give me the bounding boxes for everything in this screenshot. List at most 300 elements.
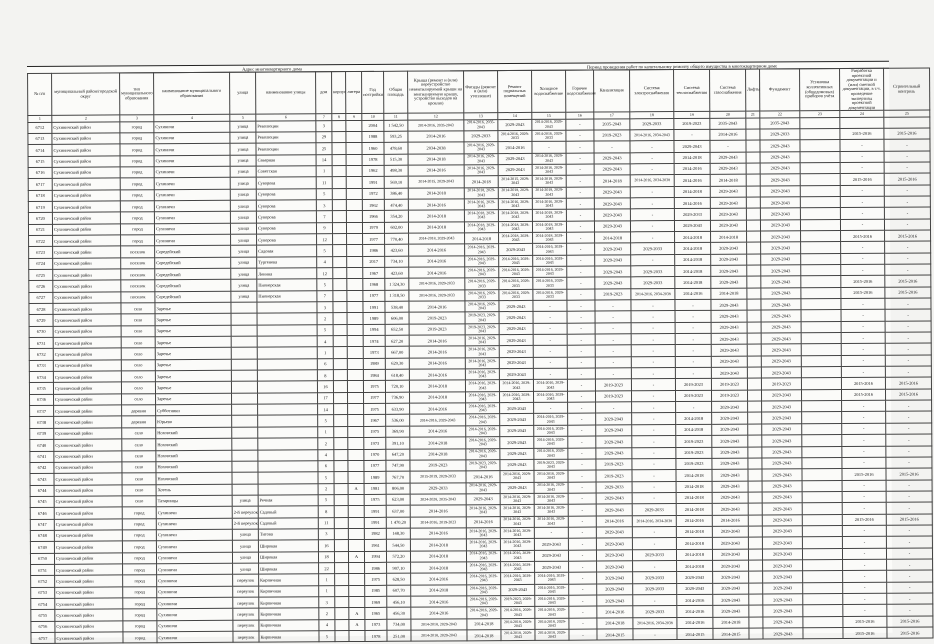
table-cell: 2014-2016 xyxy=(408,165,464,177)
table-cell: - xyxy=(843,559,887,571)
table-cell: село xyxy=(122,394,156,406)
table-cell: 6755 xyxy=(31,610,55,621)
table-cell: 2029-2043 xyxy=(761,265,801,277)
table-cell: 2014-2018, 2029-2043 xyxy=(533,232,567,244)
table-cell: 1986 xyxy=(363,245,385,256)
table-cell: - xyxy=(569,561,597,573)
table-cell: улица xyxy=(230,189,256,201)
table-cell: - xyxy=(676,401,712,413)
table-cell: - xyxy=(842,457,886,469)
table-cell: 2014-2018 xyxy=(676,549,712,561)
table-cell: 2029-2043 xyxy=(762,401,802,413)
table-cell: 2014-2018 xyxy=(675,231,711,243)
table-cell: 2019-2023, 2029-2043 xyxy=(466,459,500,471)
table-cell: 2029-2043 xyxy=(597,595,633,607)
table-cell: улица xyxy=(231,257,257,269)
table-cell: 2-й переулок xyxy=(232,506,258,518)
table-cell: 2014-2016, 2029-2043 xyxy=(501,561,535,573)
table-cell: 2014-2016 xyxy=(498,142,532,154)
table-cell: 12 xyxy=(317,234,333,245)
table-cell: 6750 xyxy=(30,553,54,564)
table-cell: 2014-2016, 2034-2043 xyxy=(630,129,674,141)
table-cell: 2014-2016 xyxy=(712,515,748,527)
table-cell: 2014-2016, 2029-2043 xyxy=(465,244,499,256)
table-cell: - xyxy=(632,538,676,550)
table-cell xyxy=(748,537,762,548)
table-cell: 2014-2018, 2029-2043 xyxy=(535,629,569,641)
table-cell: 2029-2043 xyxy=(500,403,534,415)
table-cell: Садовый xyxy=(258,506,318,518)
table-cell: 2014-2016 xyxy=(410,426,466,438)
table-cell xyxy=(801,355,841,367)
table-cell: 5 xyxy=(317,279,333,290)
table-cell xyxy=(746,118,760,129)
table-cell: 6745 xyxy=(30,496,54,507)
table-cell: 2014-2018 xyxy=(408,187,464,199)
table-cell: - xyxy=(631,322,675,334)
table-cell: 2015-2016 xyxy=(884,173,930,185)
table-cell xyxy=(801,276,841,288)
table-cell: 2014-2016 xyxy=(677,617,713,629)
table-cell: Сухиничский район xyxy=(53,303,121,315)
table-cell: 2014-2018 xyxy=(464,176,498,188)
table-cell: Сухиничский район xyxy=(53,292,121,304)
table-cell: 2014-2016, 2029-2043 xyxy=(466,437,500,449)
table-cell xyxy=(349,630,365,641)
column-header: Разработка проектной документации и (или) сметной документации, в т.ч. проведение экспертизы проектной документации xyxy=(840,68,884,111)
capital-repair-table xyxy=(27,67,933,644)
table-cell xyxy=(802,401,842,413)
table-cell: Сухиничский район xyxy=(54,507,122,519)
table-cell: 2029-2043 xyxy=(711,367,747,379)
table-cell: - xyxy=(842,400,886,412)
table-cell xyxy=(840,117,884,129)
table-cell xyxy=(232,404,258,416)
table-cell: 456,10 xyxy=(387,596,411,607)
table-cell: улица xyxy=(232,552,258,564)
table-cell: 6713 xyxy=(28,133,52,144)
table-cell: Суворова xyxy=(256,188,316,200)
column-header: Канализация xyxy=(594,70,630,113)
table-cell: Сухиничский район xyxy=(55,609,123,621)
table-cell xyxy=(800,128,840,140)
table-cell xyxy=(335,608,349,619)
table-cell: А xyxy=(349,608,365,619)
table-cell: город xyxy=(120,167,154,179)
table-cell: переулок xyxy=(233,631,259,643)
table-cell: 2014-2016 xyxy=(466,516,500,528)
table-cell: 6754 xyxy=(31,598,55,609)
table-cell: - xyxy=(843,605,887,617)
table-cell: - xyxy=(887,593,933,605)
table-cell: Ноховский xyxy=(156,438,232,450)
column-header: Строительный контроль xyxy=(884,68,930,111)
table-cell xyxy=(258,483,318,495)
table-cell xyxy=(258,427,318,439)
table-cell: 2029-2043 xyxy=(760,163,800,175)
table-cell: 2014-2018 xyxy=(675,254,711,266)
table-cell: 2029-2043 xyxy=(500,482,534,494)
table-cell: - xyxy=(840,208,884,220)
table-cell: Сухиничский район xyxy=(53,382,121,394)
table-cell: 2 xyxy=(319,608,335,619)
table-cell xyxy=(748,447,762,458)
table-cell: 544,50 xyxy=(386,539,410,550)
table-cell: 148,30 xyxy=(386,528,410,539)
table-cell: 2029-2043 xyxy=(762,537,802,549)
table-cell: Широкая xyxy=(258,551,318,563)
table-cell: 2 xyxy=(318,483,334,494)
table-cell: 2014-2016, 2029-2043 xyxy=(500,550,534,562)
table-cell: - xyxy=(631,311,675,323)
table-cell: - xyxy=(632,424,676,436)
table-cell: 1 xyxy=(318,426,334,437)
table-cell: - xyxy=(566,164,594,176)
table-cell xyxy=(347,301,363,312)
table-cell: 2014-2016, 2029-2043 xyxy=(466,528,500,540)
table-cell xyxy=(802,457,842,469)
table-cell: Сухиничи xyxy=(154,178,230,190)
table-cell: Северная xyxy=(256,154,316,166)
table-cell: 607,70 xyxy=(387,585,411,596)
table-cell: 2029-2033 xyxy=(633,572,677,584)
table-cell: город xyxy=(120,201,154,213)
table-cell xyxy=(332,177,346,188)
table-cell: 2014-2016, 2029-2043 xyxy=(535,607,569,619)
table-cell xyxy=(332,143,346,154)
table-cell: - xyxy=(595,334,631,346)
table-cell: 2029-2043 xyxy=(597,583,633,595)
table-cell: 2029-2043 xyxy=(594,209,630,221)
column-header: дом xyxy=(316,72,332,114)
table-cell xyxy=(349,574,365,585)
table-cell xyxy=(333,256,347,267)
table-cell xyxy=(348,472,364,483)
table-cell: 2029-2043 xyxy=(711,322,747,334)
table-cell: 498,30 xyxy=(384,165,408,176)
table-cell: 1989 xyxy=(363,313,385,324)
table-cell: улица xyxy=(233,563,259,575)
table-cell: 6719 xyxy=(28,201,52,212)
table-cell: 767,70 xyxy=(386,471,410,482)
column-number: 16 xyxy=(566,112,594,118)
table-cell: - xyxy=(567,334,595,346)
table-cell xyxy=(746,220,760,231)
table-cell: 2029-2033 xyxy=(410,482,466,494)
table-cell: Сухиничский район xyxy=(53,371,121,383)
table-cell xyxy=(801,253,841,265)
table-cell: - xyxy=(534,402,568,414)
table-cell: 2029-2043 xyxy=(712,481,748,493)
table-cell: - xyxy=(567,368,595,380)
table-cell: Сухиничский район xyxy=(54,519,122,531)
table-cell: 2014-2018 xyxy=(710,174,746,186)
column-header: Холодное водоснабжение xyxy=(532,70,566,113)
table-cell xyxy=(802,491,842,503)
table-cell xyxy=(232,416,258,428)
table-cell: 2015-2016 xyxy=(884,128,930,140)
table-cell: Кирпичная xyxy=(259,631,319,643)
table-cell: село xyxy=(122,439,156,451)
table-cell: 2014-2018 xyxy=(408,210,464,222)
table-cell: Революции xyxy=(256,132,316,144)
table-cell: город xyxy=(122,530,156,542)
table-cell: 2014-2016, 2029-2043 xyxy=(534,425,568,437)
table-cell: Сухиничский район xyxy=(53,348,121,360)
table-cell: город xyxy=(120,133,154,145)
table-cell: город xyxy=(123,575,157,587)
table-cell: - xyxy=(568,550,596,562)
table-cell xyxy=(334,449,348,460)
table-cell: 2019-2023, 2029-2043 xyxy=(465,323,499,335)
table-cell xyxy=(747,310,761,321)
table-cell: 2029-2043 xyxy=(762,492,802,504)
table-cell: - xyxy=(533,334,567,346)
table-cell: село xyxy=(121,348,155,360)
table-cell: - xyxy=(533,368,567,380)
table-cell xyxy=(748,469,762,480)
table-cell: поселок xyxy=(121,280,155,292)
table-cell: 2014-2016, 2029-2043 xyxy=(534,414,568,426)
table-cell: - xyxy=(675,311,711,323)
table-cell: 1973 xyxy=(364,437,386,448)
table-cell: - xyxy=(633,560,677,572)
table-cell: 2014-2018, 2029-2043 xyxy=(411,630,467,642)
table-cell: 2014-2016, 2029-2043 xyxy=(464,165,498,177)
table-cell: Середейский xyxy=(155,280,231,292)
table-cell: 2014-2016 xyxy=(411,596,467,608)
table-cell: 6715 xyxy=(28,156,52,167)
table-cell: город xyxy=(120,121,154,133)
table-cell: переулок xyxy=(233,597,259,609)
table-cell: - xyxy=(710,140,746,152)
table-cell: 2029-2043 xyxy=(597,561,633,573)
table-cell xyxy=(257,313,317,325)
table-cell: улица xyxy=(232,529,258,541)
table-cell: 2014-2016, 2029-2043 xyxy=(535,595,569,607)
table-cell xyxy=(747,254,761,265)
table-cell xyxy=(802,412,842,424)
table-cell: 2014-2016 xyxy=(409,369,465,381)
table-cell: 2014-2016, 2029-2043 xyxy=(467,562,501,574)
table-cell: А xyxy=(348,551,364,562)
table-cell: Сухиничский район xyxy=(54,462,122,474)
table-cell: 1979 xyxy=(362,222,384,233)
table-cell: Сухиничи xyxy=(157,597,233,609)
table-cell xyxy=(332,188,346,199)
table-cell: 2014-2018 xyxy=(465,233,499,245)
table-cell: 6746 xyxy=(30,508,54,519)
table-cell xyxy=(348,449,364,460)
table-cell: - xyxy=(533,312,567,324)
table-cell: Сухиничский район xyxy=(53,280,121,292)
table-cell: 2029-2043 xyxy=(763,594,803,606)
table-cell: 2014-2015 xyxy=(713,628,749,640)
table-cell: 1994 xyxy=(363,324,385,335)
table-cell: 1981 xyxy=(364,483,386,494)
table-cell: 2029-2043 xyxy=(499,323,533,335)
table-cell: Сухиничский район xyxy=(53,337,121,349)
table-cell xyxy=(333,290,347,301)
column-number: 24 xyxy=(840,111,884,117)
column-header: Фасады (ремонт и (или) утепление) xyxy=(464,71,498,114)
table-cell: - xyxy=(630,163,674,175)
table-cell: 6737 xyxy=(30,405,54,416)
table-cell: 2029-2043 xyxy=(499,357,533,369)
table-cell: 2029-2043 xyxy=(762,458,802,470)
table-cell: 2014-2016, 2029-2043 xyxy=(498,198,532,210)
column-header: Система теплоснабжения xyxy=(674,69,710,112)
table-cell xyxy=(346,143,362,154)
table-cell: поселок xyxy=(121,246,155,258)
table-cell: 2029-2043 xyxy=(762,469,802,481)
table-cell: 2029-2043 xyxy=(761,299,801,311)
table-cell: 6729 xyxy=(29,315,53,326)
table-cell: 2015-2016 xyxy=(841,389,885,401)
table-cell xyxy=(747,299,761,310)
table-cell: 2035-2043 xyxy=(594,118,630,130)
table-cell: 1967 xyxy=(363,267,385,278)
table-cell xyxy=(347,381,363,392)
table-cell xyxy=(749,605,763,616)
table-cell: переулок xyxy=(233,608,259,620)
table-cell: 2014-2018, 2029-2043 xyxy=(409,233,465,245)
table-cell: 2014-2016, 2034-2038 xyxy=(633,617,677,629)
table-cell: 2014-2018 xyxy=(595,232,631,244)
table-cell: 2014-2016, 2029-2043 xyxy=(410,414,466,426)
table-cell: - xyxy=(884,151,930,163)
table-cell: 2014-2016, 2029-2043 xyxy=(534,493,568,505)
table-cell: Сухиничи xyxy=(157,620,233,632)
table-cell: 623,00 xyxy=(386,494,410,505)
table-cell: Сухиничский район xyxy=(52,121,120,133)
table-cell xyxy=(258,404,318,416)
table-cell: 569,10 xyxy=(384,176,408,187)
table-cell: - xyxy=(630,220,674,232)
table-cell xyxy=(347,233,363,244)
table-cell: Середейский xyxy=(155,246,231,258)
table-cell xyxy=(802,514,842,526)
table-cell: - xyxy=(631,254,675,266)
table-cell xyxy=(258,393,318,405)
table-cell: 2014-2016, 2035-2043 xyxy=(464,119,498,131)
table-cell xyxy=(746,152,760,163)
table-cell: Сухиничи xyxy=(157,575,233,587)
table-cell: 6744 xyxy=(30,485,54,496)
table-cell: поселок xyxy=(121,291,155,303)
table-cell: Сухиничи xyxy=(154,223,230,235)
table-cell xyxy=(335,574,349,585)
table-cell: 14 xyxy=(316,154,332,165)
table-cell: 2014-2018, 2029-2043 xyxy=(501,618,535,630)
table-cell: 2029-2033 xyxy=(632,504,676,516)
table-cell: - xyxy=(567,391,595,403)
table-cell: Сухиничский район xyxy=(53,235,121,247)
table-cell: город xyxy=(120,144,154,156)
table-cell: 2029-2043 xyxy=(761,344,801,356)
column-number: 15 xyxy=(532,113,566,119)
table-cell xyxy=(746,186,760,197)
table-cell xyxy=(335,631,349,642)
table-cell: 602,00 xyxy=(384,222,408,233)
table-cell: - xyxy=(884,139,930,151)
table-cell: 6738 xyxy=(30,417,54,428)
table-cell xyxy=(746,208,760,219)
table-cell: - xyxy=(532,141,566,153)
table-cell: Сухиничи xyxy=(156,518,232,530)
table-cell: - xyxy=(675,333,711,345)
table-cell: - xyxy=(841,242,885,254)
table-cell: 2014-2018, 2029-2043 xyxy=(535,618,569,630)
table-cell: 1969 xyxy=(365,596,387,607)
table-cell: 2029-2043 xyxy=(500,437,534,449)
table-cell: 2014-2016, 2029-2043 xyxy=(500,505,534,517)
column-header: Система электроснабжения xyxy=(630,70,674,113)
table-cell: город xyxy=(120,155,154,167)
table-cell: 2014-2016, 2034-2038 xyxy=(631,288,675,300)
table-cell: 6752 xyxy=(31,576,55,587)
table-cell: - xyxy=(567,243,595,255)
table-cell: Сухиничи xyxy=(154,143,230,155)
table-cell: 1 470,20 xyxy=(386,517,410,528)
table-cell: 2029-2043 xyxy=(710,220,746,232)
table-cell: 2029-2043 xyxy=(595,254,631,266)
table-cell: 3 xyxy=(316,120,332,131)
table-cell xyxy=(258,449,318,461)
table-cell: - xyxy=(885,332,931,344)
table-cell: - xyxy=(842,525,886,537)
table-cell xyxy=(334,540,348,551)
table-cell: Революции xyxy=(256,143,316,155)
table-cell: 1977 xyxy=(363,392,385,403)
table-cell xyxy=(747,322,761,333)
column-header: Система газоснабжения xyxy=(710,69,746,112)
table-cell: 1 xyxy=(316,166,332,177)
table-cell xyxy=(800,196,840,208)
table-cell: город xyxy=(122,507,156,519)
table-cell: 2029-2043 xyxy=(713,594,749,606)
table-cell: - xyxy=(675,367,711,379)
table-cell: 2014-2016, 2029-2043 xyxy=(466,403,500,415)
table-cell: 2014-2018 xyxy=(411,562,467,574)
table-cell: 6732 xyxy=(29,349,53,360)
column-header: Лифты xyxy=(746,69,760,111)
table-cell: 2014-2018, 2029-2043 xyxy=(464,210,498,222)
table-cell xyxy=(232,484,258,496)
table-cell: Ноховский xyxy=(156,472,232,484)
table-cell: - xyxy=(886,480,932,492)
table-cell xyxy=(333,302,347,313)
table-cell: 2029-2043 xyxy=(762,480,802,492)
table-cell: 2019-2023 xyxy=(594,130,630,142)
table-cell: 2029-2043 xyxy=(710,186,746,198)
table-cell: 1966 xyxy=(362,211,384,222)
table-cell: 1988 xyxy=(362,131,384,142)
table-cell: - xyxy=(887,570,933,582)
table-cell: Субботники xyxy=(156,404,232,416)
table-cell: - xyxy=(842,434,886,446)
table-cell: - xyxy=(843,582,887,594)
table-cell: улица xyxy=(230,132,256,144)
table-cell: - xyxy=(631,379,675,391)
table-cell: А xyxy=(348,483,364,494)
table-cell: - xyxy=(841,321,885,333)
table-cell: - xyxy=(566,209,594,221)
table-cell: 538,40 xyxy=(385,301,409,312)
table-cell: переулок xyxy=(233,586,259,598)
table-cell: 2029-2043 xyxy=(760,219,800,231)
table-cell: 2014-2015, 2029-2043 xyxy=(408,176,464,188)
